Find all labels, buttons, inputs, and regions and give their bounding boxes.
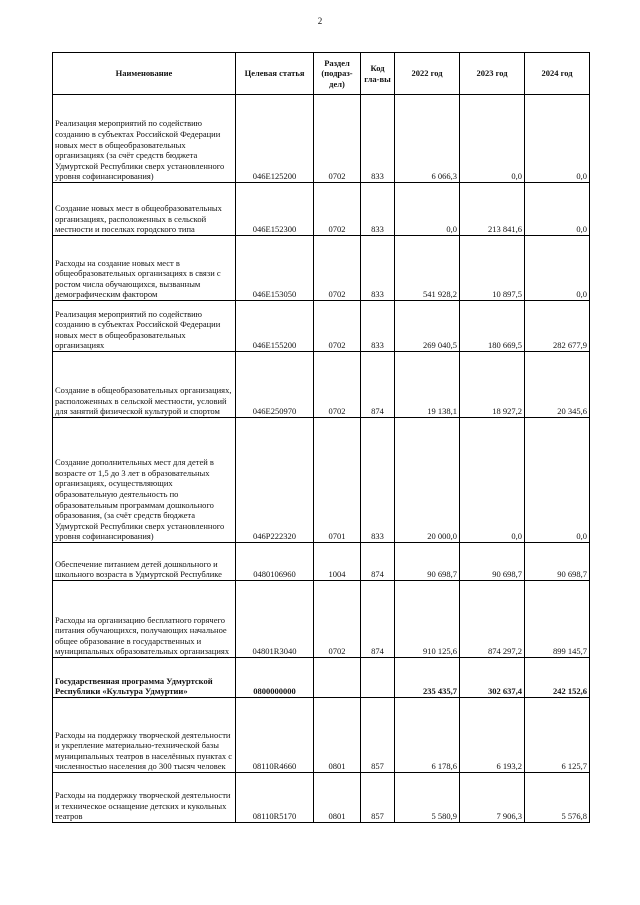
- header-name: Наименование: [53, 53, 236, 95]
- cell-name: Обеспечение питанием детей дошкольного и школьного возраста в Удмуртской Республике: [53, 543, 236, 581]
- cell-2024: 6 125,7: [525, 698, 590, 773]
- table-row: [53, 543, 590, 581]
- cell-name: Расходы на поддержку творческой деятельности и техническое оснащение детских и кукольных театров: [53, 773, 236, 823]
- cell-code: [361, 658, 395, 698]
- cell-section: 0801: [314, 698, 361, 773]
- cell-2022: 20 000,0: [395, 418, 460, 543]
- table-row: [53, 236, 590, 301]
- cell-2023: 10 897,5: [460, 236, 525, 301]
- table-row: [53, 95, 590, 183]
- header-code: Код гла-вы: [361, 53, 395, 95]
- cell-2023: 90 698,7: [460, 543, 525, 581]
- cell-2023: 302 637,4: [460, 658, 525, 698]
- cell-2022: 19 138,1: [395, 352, 460, 418]
- cell-2024: 0,0: [525, 236, 590, 301]
- cell-target: 0800000000: [236, 658, 314, 698]
- cell-2024: 0,0: [525, 418, 590, 543]
- cell-code: 857: [361, 773, 395, 823]
- cell-target: 08110R4660: [236, 698, 314, 773]
- cell-name: Создание в общеобразовательных организациях, расположенных в сельской местности, условий для занятий физической культурой и спортом: [53, 352, 236, 418]
- cell-section: 0701: [314, 418, 361, 543]
- cell-name: Расходы на создание новых мест в общеобразовательных организациях в связи с ростом числа обучающихся, вызванным демографическим фактором: [53, 236, 236, 301]
- header-2024: 2024 год: [525, 53, 590, 95]
- cell-target: 046E155200: [236, 301, 314, 352]
- cell-name: Создание новых мест в общеобразовательных организациях, расположенных в сельской местности и поселках городского типа: [53, 183, 236, 236]
- cell-section: 0702: [314, 183, 361, 236]
- header-2023: 2023 год: [460, 53, 525, 95]
- cell-code: 833: [361, 95, 395, 183]
- cell-section: 0702: [314, 352, 361, 418]
- cell-name: Реализация мероприятий по содействию созданию в субъектах Российской Федерации новых мест в общеобразовательных организациях (за счёт средств бюджета Удмуртской Республики сверх установленного уровня софинансирования): [53, 95, 236, 183]
- cell-2024: 20 345,6: [525, 352, 590, 418]
- cell-2023: 18 927,2: [460, 352, 525, 418]
- header-section: Раздел (подраз-дел): [314, 53, 361, 95]
- cell-2023: 0,0: [460, 95, 525, 183]
- cell-target: 0480106960: [236, 543, 314, 581]
- cell-code: 833: [361, 418, 395, 543]
- cell-2024: 0,0: [525, 95, 590, 183]
- cell-code: 833: [361, 236, 395, 301]
- cell-2022: 6 066,3: [395, 95, 460, 183]
- cell-name: Расходы на организацию бесплатного горячего питания обучающихся, получающих начальное общее образование в государственных и муниципальных образовательных организациях: [53, 581, 236, 658]
- cell-code: 874: [361, 352, 395, 418]
- cell-2024: 5 576,8: [525, 773, 590, 823]
- cell-name: Расходы на поддержку творческой деятельности и укрепление материально-технической базы муниципальных театров в населённых пунктах с численностью населения до 300 тысяч человек: [53, 698, 236, 773]
- cell-2023: 180 669,5: [460, 301, 525, 352]
- table-row: [53, 418, 590, 543]
- table-row: [53, 352, 590, 418]
- table-row: [53, 301, 590, 352]
- cell-2024: 0,0: [525, 183, 590, 236]
- page-number: 2: [317, 16, 323, 26]
- cell-code: 857: [361, 698, 395, 773]
- cell-name: Создание дополнительных мест для детей в возрасте от 1,5 до 3 лет в образовательных организациях, осуществляющих образовательную деятельность по образовательным программам дошкольного образования, (за счёт средств бюджета Удмуртской Республики сверх установленного уровня софинансирования): [53, 418, 236, 543]
- cell-target: 046E125200: [236, 95, 314, 183]
- cell-target: 046P222320: [236, 418, 314, 543]
- cell-2022: 6 178,6: [395, 698, 460, 773]
- cell-target: 04801R3040: [236, 581, 314, 658]
- table-header-row: [53, 53, 590, 95]
- cell-2023: 213 841,6: [460, 183, 525, 236]
- cell-2022: 541 928,2: [395, 236, 460, 301]
- cell-section: 0702: [314, 301, 361, 352]
- table-row-program: [53, 658, 590, 698]
- cell-name: Государственная программа Удмуртской Республики «Культура Удмуртии»: [53, 658, 236, 698]
- cell-code: 874: [361, 581, 395, 658]
- cell-section: 0702: [314, 95, 361, 183]
- cell-2022: 90 698,7: [395, 543, 460, 581]
- cell-section: 0801: [314, 773, 361, 823]
- cell-2023: 874 297,2: [460, 581, 525, 658]
- cell-2023: 6 193,2: [460, 698, 525, 773]
- cell-section: [314, 658, 361, 698]
- cell-section: 0702: [314, 236, 361, 301]
- header-2022: 2022 год: [395, 53, 460, 95]
- cell-2023: 7 906,3: [460, 773, 525, 823]
- cell-2022: 910 125,6: [395, 581, 460, 658]
- table-row: [53, 581, 590, 658]
- cell-target: 046E250970: [236, 352, 314, 418]
- cell-code: 874: [361, 543, 395, 581]
- cell-code: 833: [361, 183, 395, 236]
- header-target: Целевая статья: [236, 53, 314, 95]
- cell-section: 0702: [314, 581, 361, 658]
- cell-target: 046E153050: [236, 236, 314, 301]
- cell-section: 1004: [314, 543, 361, 581]
- cell-2022: 235 435,7: [395, 658, 460, 698]
- cell-2022: 269 040,5: [395, 301, 460, 352]
- cell-2022: 0,0: [395, 183, 460, 236]
- cell-2024: 90 698,7: [525, 543, 590, 581]
- cell-2024: 282 677,9: [525, 301, 590, 352]
- cell-code: 833: [361, 301, 395, 352]
- cell-name: Реализация мероприятий по содействию созданию в субъектах Российской Федерации новых мест в общеобразовательных организациях: [53, 301, 236, 352]
- cell-target: 08110R5170: [236, 773, 314, 823]
- cell-2024: 242 152,6: [525, 658, 590, 698]
- cell-target: 046E152300: [236, 183, 314, 236]
- table-row: [53, 183, 590, 236]
- cell-2022: 5 580,9: [395, 773, 460, 823]
- cell-2024: 899 145,7: [525, 581, 590, 658]
- table-row: [53, 698, 590, 773]
- budget-table: [52, 52, 590, 823]
- cell-2023: 0,0: [460, 418, 525, 543]
- table-row: [53, 773, 590, 823]
